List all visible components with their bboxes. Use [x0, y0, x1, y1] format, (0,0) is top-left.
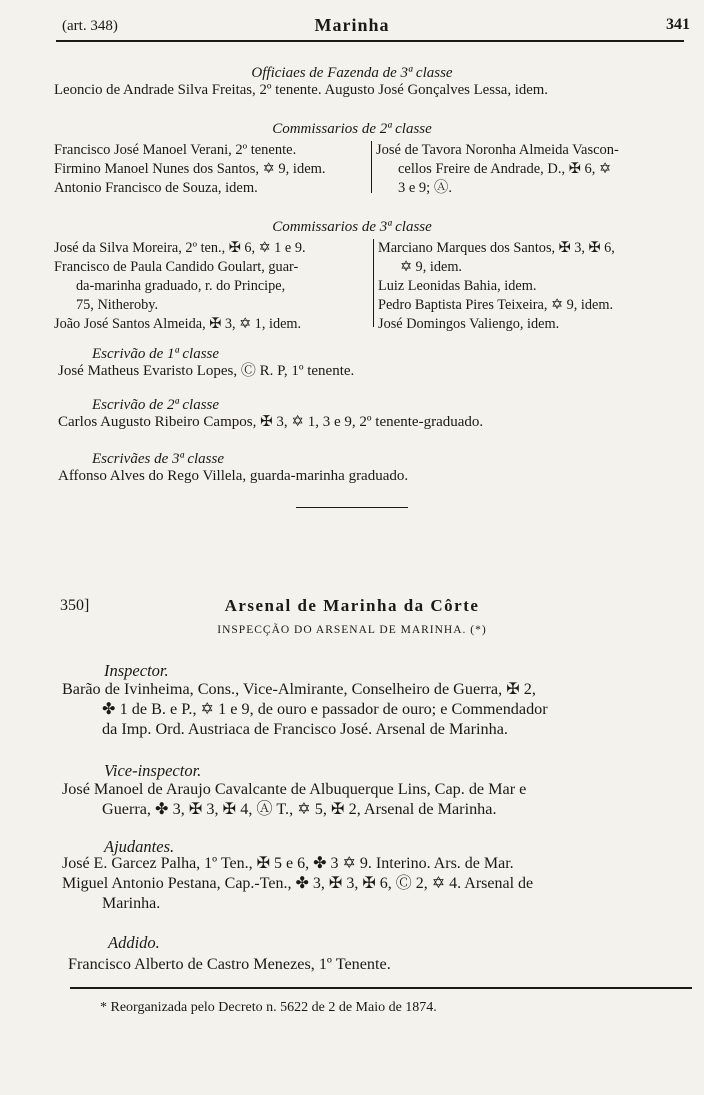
addido-heading: Addido.: [108, 933, 160, 952]
escr1-heading: Escrivão de 1ª classe: [92, 346, 220, 362]
comm2-left-line: Francisco José Manoel Verani, 2º tenente.: [54, 142, 297, 158]
comm2-left-column: [54, 141, 326, 198]
ajudante-line: José E. Garcez Palha, 1º Ten., ✠ 5 e 6, ✤ 3 ✡ 9. Interino. Ars. de Mar.: [62, 855, 514, 872]
escr2-heading: Escrivão de 2ª classe: [92, 397, 220, 413]
comm3-right-column: [378, 239, 615, 334]
ajudante-line: Miguel Antonio Pestana, Cap.-Ten., ✤ 3, ✠ 3, ✠ 6, Ⓒ 2, ✡ 4. Arsenal de: [62, 875, 534, 892]
page-number: 341: [666, 16, 690, 33]
comm3-right-line: Marciano Marques dos Santos, ✠ 3, ✠ 6,: [378, 240, 615, 256]
addido-line: Francisco Alberto de Castro Menezes, 1º Tenente.: [68, 955, 391, 973]
inspector-line: Barão de Ivinheima, Cons., Vice-Almirante, Conselheiro de Guerra, ✠ 2,: [62, 680, 536, 698]
comm3-left-line: João José Santos Almeida, ✠ 3, ✡ 1, idem.: [54, 316, 302, 332]
comm2-left-line: Firmino Manoel Nunes dos Santos, ✡ 9, idem.: [54, 161, 326, 177]
column-divider: [371, 141, 372, 193]
inspector-heading: Inspector.: [104, 661, 169, 680]
officiaes-heading: Officiaes de Fazenda de 3ª classe: [251, 65, 453, 81]
comm3-left-line: José da Silva Moreira, 2º ten., ✠ 6, ✡ 1 e 9.: [54, 240, 306, 256]
page-title: Marinha: [314, 15, 390, 35]
comm2-right-line: cellos Freire de Andrade, D., ✠ 6, ✡: [398, 161, 612, 177]
comm2-right-line: 3 e 9; Ⓐ.: [398, 180, 452, 196]
comm2-left-line: Antonio Francisco de Souza, idem.: [54, 180, 258, 196]
vice-inspector-block: [62, 779, 526, 819]
vice-inspector-line: Guerra, ✤ 3, ✠ 3, ✠ 4, Ⓐ T., ✡ 5, ✠ 2, Arsenal de Marinha.: [102, 800, 497, 818]
footnote: * Reorganizada pelo Decreto n. 5622 de 2 de Maio de 1874.: [100, 1000, 437, 1015]
escr2-line: Carlos Augusto Ribeiro Campos, ✠ 3, ✡ 1, 3 e 9, 2º tenente-graduado.: [58, 414, 484, 430]
header-rule: [56, 40, 684, 42]
article-ref: (art. 348): [62, 18, 118, 34]
section-number: 350]: [60, 597, 90, 614]
ajudantes-heading: Ajudantes.: [104, 837, 175, 856]
section-separator: [296, 507, 408, 508]
inspector-line: da Imp. Ord. Austriaca de Francisco José. Arsenal de Marinha.: [102, 720, 508, 738]
comm3-right-line: Luiz Leonidas Bahia, idem.: [378, 278, 537, 294]
section-subtitle: INSPECÇÃO DO ARSENAL DE MARINHA. (*): [217, 624, 487, 636]
comm2-right-column: [376, 141, 619, 198]
officiaes-line: Leoncio de Andrade Silva Freitas, 2º tenente. Augusto José Gonçalves Lessa, idem.: [54, 82, 549, 98]
escr3-line: Affonso Alves do Rego Villela, guarda-marinha graduado.: [58, 468, 409, 484]
column-divider: [373, 239, 374, 327]
comm3-left-line: Francisco de Paula Candido Goulart, guar-: [54, 259, 299, 275]
section-title: Arsenal de Marinha da Côrte: [224, 596, 480, 615]
comm3-left-line: 75, Nitheroby.: [76, 297, 159, 313]
escr1-line: José Matheus Evaristo Lopes, Ⓒ R. P, 1º tenente.: [58, 363, 355, 379]
ajudante-line: Marinha.: [102, 895, 161, 912]
comm3-heading: Commissarios de 3ª classe: [272, 219, 432, 235]
inspector-block: [62, 679, 548, 739]
ajudantes-block: [62, 854, 533, 914]
vice-inspector-heading: Vice-inspector.: [104, 761, 202, 780]
comm3-right-line: Pedro Baptista Pires Teixeira, ✡ 9, idem.: [378, 297, 614, 313]
footnote-rule: [70, 987, 692, 989]
comm2-heading: Commissarios de 2ª classe: [272, 121, 432, 137]
inspector-line: ✤ 1 de B. e P., ✡ 1 e 9, de ouro e passador de ouro; e Commendador: [102, 700, 548, 718]
comm3-right-line: ✡ 9, idem.: [400, 259, 463, 275]
comm3-right-line: José Domingos Valiengo, idem.: [378, 316, 560, 332]
comm3-left-line: da-marinha graduado, r. do Principe,: [76, 278, 286, 294]
escr3-heading: Escrivães de 3ª classe: [92, 451, 225, 467]
vice-inspector-line: José Manoel de Araujo Cavalcante de Albuquerque Lins, Cap. de Mar e: [62, 780, 527, 798]
comm2-right-line: José de Tavora Noronha Almeida Vascon-: [376, 142, 619, 158]
comm3-left-column: [54, 239, 306, 334]
